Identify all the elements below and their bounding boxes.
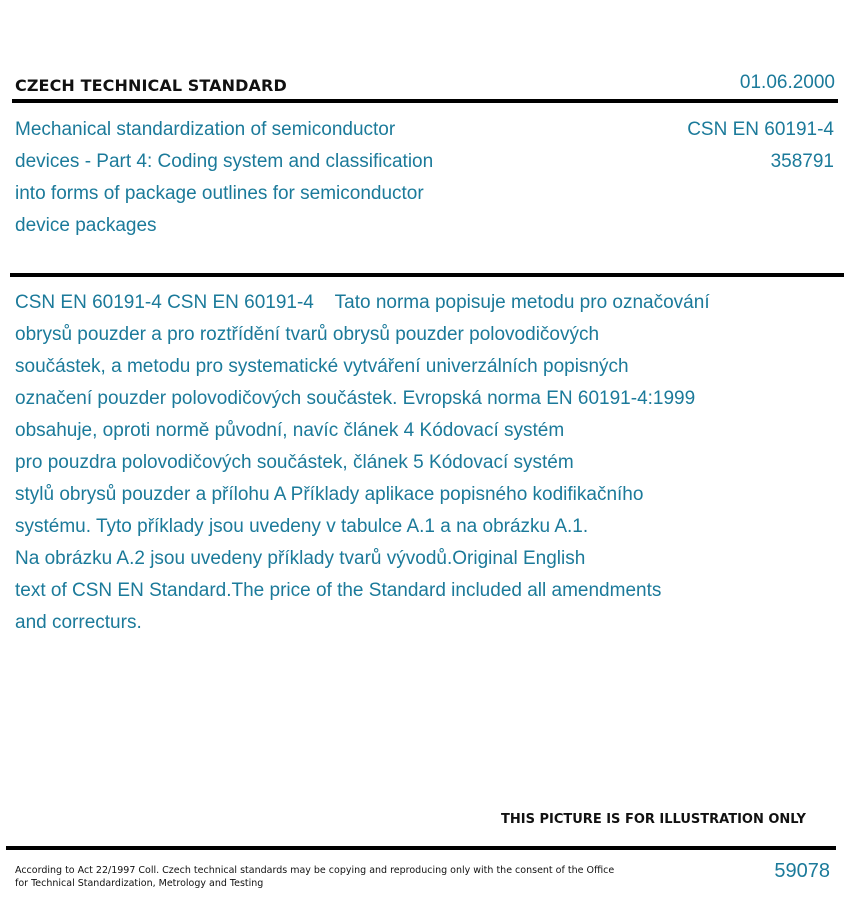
illustration-disclaimer: THIS PICTURE IS FOR ILLUSTRATION ONLY [501,812,806,827]
abstract-line: obrysů pouzder a pro roztřídění tvarů obrysů pouzder polovodičových [15,324,600,345]
footer-divider [6,846,836,850]
standard-code: CSN EN 60191-4 [687,119,834,140]
abstract-line: CSN EN 60191-4 CSN EN 60191-4 Tato norma popisuje metodu pro označování [15,292,710,313]
abstract-line: text of CSN EN Standard.The price of the Standard included all amendments [15,580,662,601]
legal-notice [15,864,615,890]
header-divider [12,99,838,103]
standard-title-line: into forms of package outlines for semiconductor [15,183,424,204]
standard-identifier [687,114,834,178]
legal-notice-line: According to Act 22/1997 Coll. Czech technical standards may be copying and reproducing only with the consent of the Office [15,865,615,876]
document-type-label: CZECH TECHNICAL STANDARD [15,76,287,95]
abstract-line: Na obrázku A.2 jsou uvedeny příklady tvarů vývodů.Original English [15,548,586,569]
standard-title-line: Mechanical standardization of semiconductor [15,119,396,140]
abstract-line: stylů obrysů pouzder a přílohu A Příklady aplikace popisného kodifikačního [15,484,644,505]
abstract-line: obsahuje, oproti normě původní, navíc článek 4 Kódovací systém [15,420,565,441]
document-code: 59078 [774,860,830,882]
abstract-line: součástek, a metodu pro systematické vytváření univerzálních popisných [15,356,629,377]
abstract-line: systému. Tyto příklady jsou uvedeny v tabulce A.1 a na obrázku A.1. [15,516,589,537]
standard-title [15,114,515,242]
standard-title-line: devices - Part 4: Coding system and classification [15,151,434,172]
standard-title-line: device packages [15,215,157,236]
section-divider [10,273,844,277]
abstract-line: označení pouzder polovodičových součástek. Evropská norma EN 60191-4:1999 [15,388,696,409]
abstract-text [15,287,835,639]
legal-notice-line: for Technical Standardization, Metrology and Testing [15,878,264,889]
publication-date: 01.06.2000 [739,72,835,93]
catalog-number: 358791 [770,151,834,172]
abstract-line: pro pouzdra polovodičových součástek, článek 5 Kódovací systém [15,452,574,473]
abstract-line: and correcturs. [15,612,142,633]
